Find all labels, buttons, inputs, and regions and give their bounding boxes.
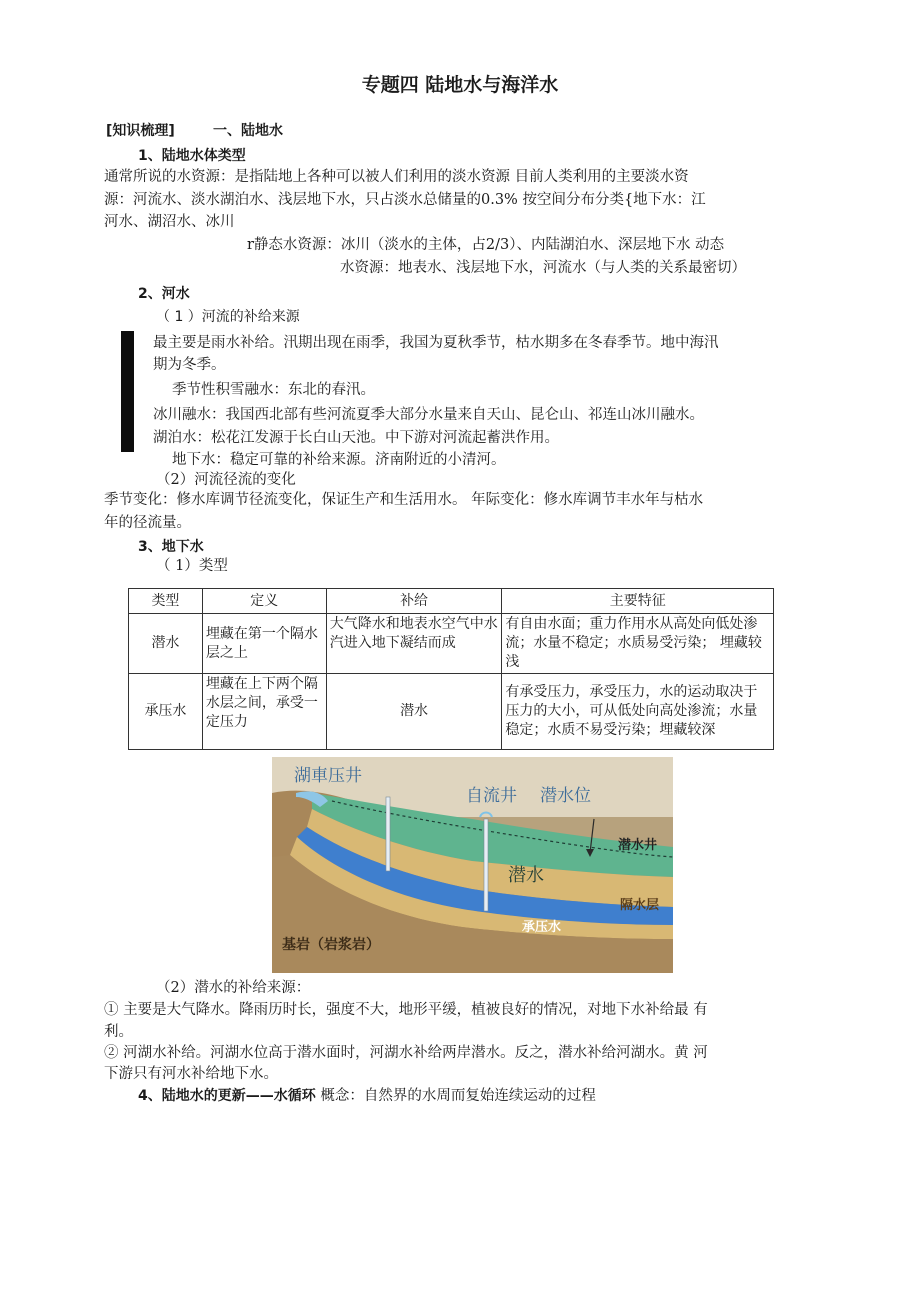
s3-heading: 3、地下水 <box>138 539 204 555</box>
table-cell: 潜水 <box>129 614 203 674</box>
table-header-row <box>129 589 774 614</box>
table-cell: 埋藏在上下两个隔水层之间，承受一定压力 <box>202 674 326 750</box>
label-confined: 承压水 <box>522 920 562 935</box>
s2-p6a: 季节变化：修水库调节径流变化，保证生产和生活用水。 年际变化：修水库调节丰水年与枯水 <box>104 492 704 508</box>
s2-sub1: （ 1 ）河流的补给来源 <box>156 309 300 325</box>
page-title: 专题四 陆地水与海洋水 <box>361 74 559 96</box>
s1-line4: r静态水资源：冰川（淡水的主体，占2/3）、内陆湖泊水、深层地下水 动态 <box>247 237 725 253</box>
table-cell: 潜水 <box>326 674 502 750</box>
s4-concept: 概念：自然界的水周而复始连续运动的过程 <box>320 1088 596 1104</box>
label-phreatic: 潜水 <box>508 865 544 886</box>
groundwater-table <box>128 588 774 750</box>
s3-p1a: ① 主要是大气降水。降雨历时长，强度不大，地形平缓，植被良好的情况，对地下水补给最 有 <box>104 1002 708 1018</box>
section-heading: 一、陆地水 <box>213 123 283 139</box>
s2-p1a: 最主要是雨水补给。汛期出现在雨季，我国为夏秋季节，枯水期多在冬春季节。地中海汛 <box>153 335 719 351</box>
label-lake-well: 湖車压井 <box>294 766 362 786</box>
s4-line <box>138 1085 596 1107</box>
label-bedrock: 基岩（岩浆岩） <box>282 937 380 953</box>
label-water-table: 潜水位 <box>540 786 591 806</box>
s1-line3: 河水、湖沼水、冰川 <box>104 214 235 230</box>
s1-line2: 源：河流水、淡水湖泊水、浅层地下水，只占淡水总储量的0.3% 按空间分布分类{地下水：江 <box>104 192 706 208</box>
s2-heading: 2、河水 <box>138 286 190 302</box>
s2-p3: 冰川融水：我国西北部有些河流夏季大部分水量来自天山、昆仑山、祁连山冰川融水。 <box>153 407 704 423</box>
s3-p1b: 利。 <box>104 1024 133 1040</box>
s1-line5: 水资源：地表水、浅层地下水，河流水（与人类的关系最密切） <box>340 260 746 276</box>
artesian-well-pipe <box>484 819 488 911</box>
label-aquiclude: 隔水层 <box>620 898 660 913</box>
s1-line1: 通常所说的水资源：是指陆地上各种可以被人们利用的淡水资源 目前人类利用的主要淡水资 <box>104 169 689 185</box>
s3-sub1: （ 1）类型 <box>156 558 228 574</box>
s2-sub2: （2）河流径流的变化 <box>156 472 296 488</box>
section-tag: [知识梳理] <box>106 123 175 139</box>
label-phreatic-well: 潜水井 <box>618 838 658 853</box>
table-cell: 埋藏在第一个隔水层之上 <box>202 614 326 674</box>
label-artesian-well: 自流井 <box>466 786 517 806</box>
s1-heading: 1、陆地水体类型 <box>138 148 246 164</box>
s2-p5: 地下水：稳定可靠的补给来源。济南附近的小清河。 <box>172 452 506 468</box>
s2-p1b: 期为冬季。 <box>153 357 226 373</box>
s2-p6b: 年的径流量。 <box>104 515 191 531</box>
table-header-cell: 补给 <box>326 589 502 614</box>
table-cell: 有自由水面；重力作用水从高处向低处渗流；水量不稳定；水质易受污染； 埋藏较浅 <box>502 614 774 674</box>
table-header-cell: 定义 <box>202 589 326 614</box>
table-row <box>129 614 774 674</box>
table-header-cell: 类型 <box>129 589 203 614</box>
pressure-well-pipe <box>386 797 390 871</box>
table-cell: 承压水 <box>129 674 203 750</box>
s2-p2: 季节性积雪融水：东北的春汛。 <box>172 382 375 398</box>
s3-sub2: （2）潜水的补给来源： <box>156 980 311 996</box>
s4-heading: 4、陆地水的更新——水循环 <box>138 1088 316 1104</box>
table-row <box>129 674 774 750</box>
margin-bar <box>121 331 134 452</box>
table-header-cell: 主要特征 <box>502 589 774 614</box>
groundwater-diagram <box>272 757 673 973</box>
table-cell: 有承受压力，承受压力，水的运动取决于压力的大小，可从低处向高处渗流；水量稳定；水质不易受污染；埋藏较深 <box>502 674 774 750</box>
s3-p2b: 下游只有河水补给地下水。 <box>104 1066 278 1082</box>
table-cell: 大气降水和地表水空气中水汽进入地下凝结而成 <box>326 614 502 674</box>
s3-p2a: ② 河湖水补给。河湖水位高于潜水面时，河湖水补给两岸潜水。反之，潜水补给河湖水。黄 河 <box>104 1045 708 1061</box>
s2-p4: 湖泊水：松花江发源于长白山天池。中下游对河流起蓄洪作用。 <box>153 430 559 446</box>
